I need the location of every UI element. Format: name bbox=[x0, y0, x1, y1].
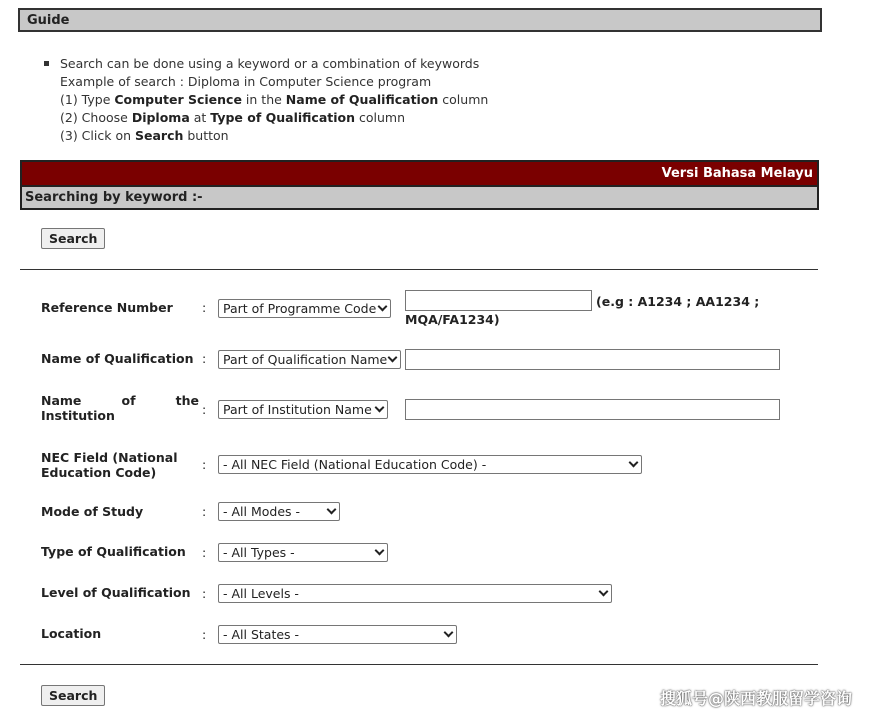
guide-line-1: Search can be done using a keyword or a combination of keywords bbox=[60, 56, 480, 71]
divider-bottom bbox=[20, 664, 818, 665]
institution-label: Name of the Institution bbox=[41, 393, 199, 423]
chevron-down-icon bbox=[375, 546, 385, 556]
section-title: Searching by keyword :- bbox=[20, 185, 819, 210]
colon: : bbox=[202, 300, 207, 315]
institution-select[interactable]: Part of Institution Name bbox=[218, 400, 388, 419]
chevron-down-icon bbox=[444, 628, 454, 638]
institution-input[interactable] bbox=[405, 399, 780, 420]
guide-line-2: Example of search : Diploma in Computer Science program bbox=[60, 74, 432, 89]
search-button-bottom[interactable]: Search bbox=[41, 685, 105, 706]
language-bar bbox=[20, 160, 819, 185]
guide-header: Guide bbox=[18, 8, 822, 32]
colon: : bbox=[202, 402, 207, 417]
reference-number-label: Reference Number bbox=[41, 300, 173, 315]
bullet-icon bbox=[44, 61, 49, 66]
guide-instructions bbox=[44, 55, 644, 145]
colon: : bbox=[202, 545, 207, 560]
nec-field-select[interactable]: - All NEC Field (National Education Code) - bbox=[218, 455, 642, 474]
qualification-name-select[interactable]: Part of Qualification Name bbox=[218, 350, 401, 369]
reference-number-input[interactable] bbox=[405, 290, 592, 311]
colon: : bbox=[202, 504, 207, 519]
search-button-top[interactable]: Search bbox=[41, 228, 105, 249]
reference-example-1: (e.g : A1234 ; AA1234 ; bbox=[596, 294, 760, 309]
location-select[interactable]: - All States - bbox=[218, 625, 457, 644]
qualification-type-label: Type of Qualification bbox=[41, 544, 186, 559]
colon: : bbox=[202, 627, 207, 642]
language-switch-link[interactable]: Versi Bahasa Melayu bbox=[661, 166, 813, 181]
chevron-down-icon bbox=[327, 505, 337, 515]
chevron-down-icon bbox=[629, 458, 639, 468]
chevron-down-icon bbox=[388, 353, 398, 363]
watermark: 搜狐号@陕西教服留学咨询 bbox=[660, 689, 853, 708]
chevron-down-icon bbox=[378, 302, 388, 312]
mode-of-study-select[interactable]: - All Modes - bbox=[218, 502, 340, 521]
qualification-level-select[interactable]: - All Levels - bbox=[218, 584, 612, 603]
colon: : bbox=[202, 457, 207, 472]
qualification-name-label: Name of Qualification bbox=[41, 351, 194, 366]
guide-line-5: (3) Click on Search button bbox=[60, 128, 229, 143]
colon: : bbox=[202, 351, 207, 366]
qualification-name-input[interactable] bbox=[405, 349, 780, 370]
mode-of-study-label: Mode of Study bbox=[41, 504, 144, 519]
guide-line-3: (1) Type Computer Science in the Name of Qualification column bbox=[60, 92, 489, 107]
chevron-down-icon bbox=[375, 403, 385, 413]
guide-line-4: (2) Choose Diploma at Type of Qualification column bbox=[60, 110, 406, 125]
chevron-down-icon bbox=[599, 587, 609, 597]
qualification-type-select[interactable]: - All Types - bbox=[218, 543, 388, 562]
nec-field-label: NEC Field (National Education Code) bbox=[41, 450, 178, 480]
colon: : bbox=[202, 586, 207, 601]
reference-example-2: MQA/FA1234) bbox=[405, 312, 500, 327]
divider-top bbox=[20, 269, 818, 270]
location-label: Location bbox=[41, 626, 102, 641]
qualification-level-label: Level of Qualification bbox=[41, 585, 191, 600]
reference-number-select[interactable]: Part of Programme Code bbox=[218, 299, 391, 318]
